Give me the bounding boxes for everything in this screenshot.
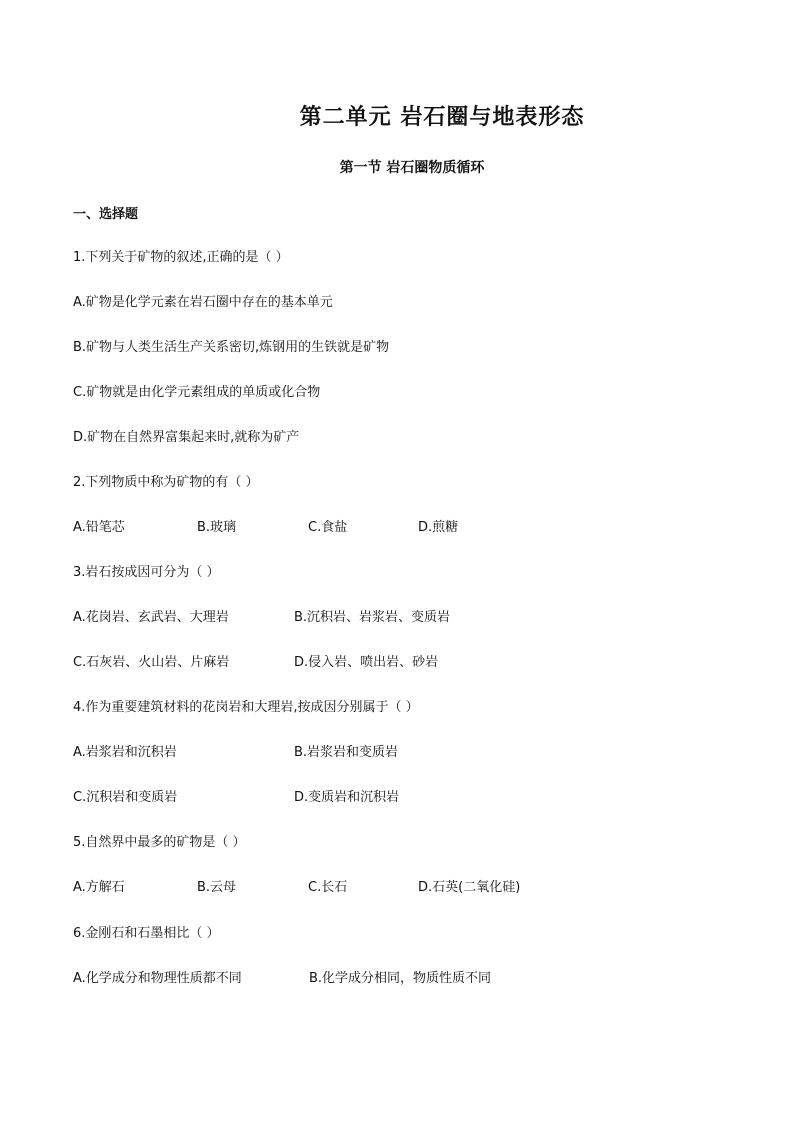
page-title: 第二单元 岩石圈与地表形态 <box>299 104 585 130</box>
question-3-options-row-2 <box>73 654 573 672</box>
question-5-option-d: D.石英(二氧化硅) <box>418 880 521 895</box>
question-5-option-b: B.云母 <box>197 880 237 895</box>
question-4-option-b: B.岩浆岩和变质岩 <box>294 745 399 760</box>
question-6-option-a: A.化学成分和物理性质都不同 <box>73 971 242 986</box>
question-4-stem: 4.作为重要建筑材料的花岗岩和大理岩,按成因分别属于（ ） <box>73 700 419 715</box>
question-1-option-d: D.矿物在自然界富集起来时,就称为矿产 <box>73 430 300 445</box>
section-subtitle: 第一节 岩石圈物质循环 <box>339 160 485 176</box>
question-3-option-a: A.花岗岩、玄武岩、大理岩 <box>73 610 229 625</box>
question-4-options-row-2 <box>73 789 573 807</box>
question-5-options <box>73 879 573 897</box>
question-1-option-b: B.矿物与人类生活生产关系密切,炼钢用的生铁就是矿物 <box>73 340 390 355</box>
question-2-option-b: B.玻璃 <box>197 520 237 535</box>
question-4-option-d: D.变质岩和沉积岩 <box>294 790 400 805</box>
question-1-option-c: C.矿物就是由化学元素组成的单质或化合物 <box>73 385 321 400</box>
question-4-option-c: C.沉积岩和变质岩 <box>73 790 178 805</box>
question-5-stem: 5.自然界中最多的矿物是（ ） <box>73 835 246 850</box>
section-heading: 一、选择题 <box>73 207 139 222</box>
question-2-option-a: A.铅笔芯 <box>73 520 125 535</box>
question-3-option-d: D.侵入岩、喷出岩、砂岩 <box>294 655 439 670</box>
question-1-stem: 1.下列关于矿物的叙述,正确的是（ ） <box>73 250 289 265</box>
question-6-stem: 6.金刚石和石墨相比（ ） <box>73 926 220 941</box>
question-2-stem: 2.下列物质中称为矿物的有（ ） <box>73 475 259 490</box>
question-5-option-a: A.方解石 <box>73 880 125 895</box>
question-4-option-a: A.岩浆岩和沉积岩 <box>73 745 177 760</box>
question-3-options-row-1 <box>73 609 573 627</box>
question-5-option-c: C.长石 <box>308 880 348 895</box>
question-6-option-b: B.化学成分相同，物质性质不同 <box>309 971 492 986</box>
question-4-options-row-1 <box>73 744 573 762</box>
question-3-option-b: B.沉积岩、岩浆岩、变质岩 <box>294 610 451 625</box>
question-6-options <box>73 970 593 988</box>
question-1-option-a: A.矿物是化学元素在岩石圈中存在的基本单元 <box>73 295 333 310</box>
question-2-option-c: C.食盐 <box>308 520 348 535</box>
question-3-option-c: C.石灰岩、火山岩、片麻岩 <box>73 655 230 670</box>
question-3-stem: 3.岩石按成因可分为（ ） <box>73 565 220 580</box>
question-2-options <box>73 519 573 537</box>
question-2-option-d: D.煎糖 <box>418 520 459 535</box>
